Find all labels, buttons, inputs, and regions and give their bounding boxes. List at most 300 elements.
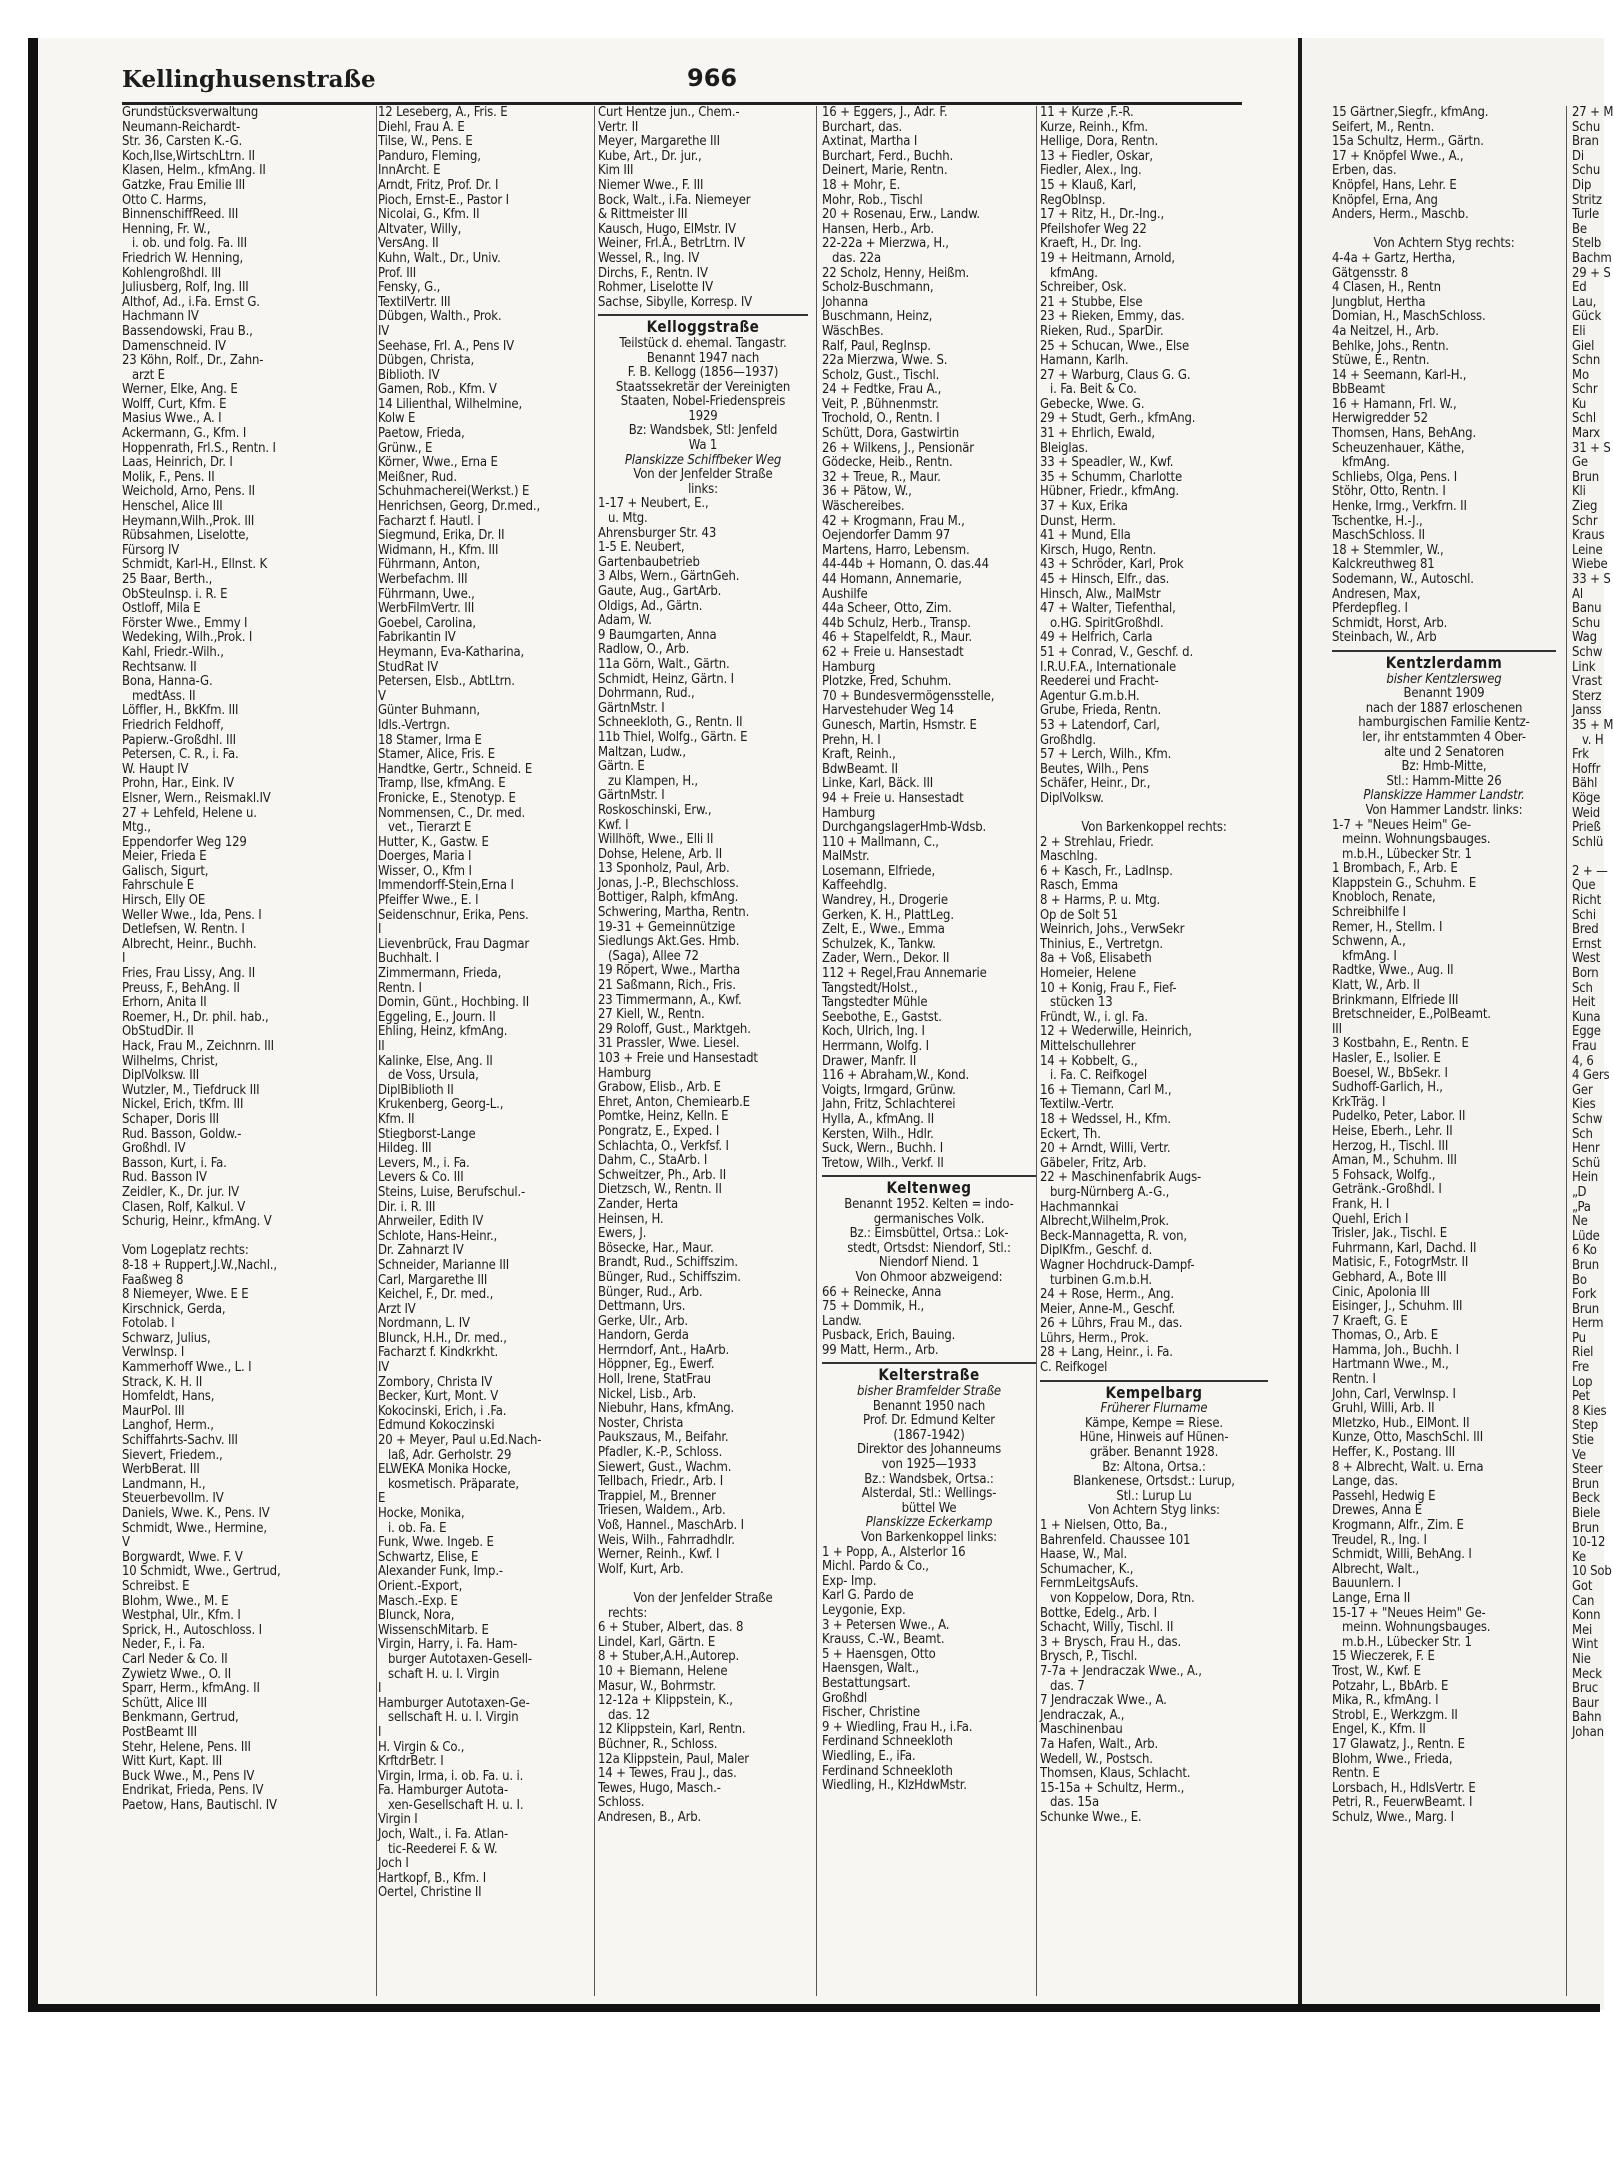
directory-entry-line: InnArcht. E — [378, 163, 441, 179]
street-description-line: alte und 2 Senatoren — [1383, 744, 1505, 760]
directory-entry-line: „D — [1572, 1184, 1587, 1200]
directory-entry-line: Wagner Hochdruck-Dampf- — [1040, 1257, 1195, 1273]
directory-entry-line: das. 7 — [1050, 1678, 1085, 1694]
directory-entry-line: II — [378, 1039, 385, 1054]
directory-entry-line: Damenschneid. IV — [122, 338, 226, 354]
directory-entry-line: Thomsen, Klaus, Schlacht. — [1040, 1766, 1191, 1782]
directory-entry-line: Sprick, H., Autoschloss. I — [122, 1622, 262, 1638]
directory-entry-line: RegObInsp. — [1040, 192, 1106, 208]
directory-entry-line: 10 + Biemann, Helene — [598, 1663, 728, 1679]
directory-entry-line: 2 + Strehlau, Friedr. — [1040, 834, 1154, 850]
directory-entry-line: John, Carl, Verwlnsp. I — [1332, 1386, 1456, 1402]
directory-entry-line: Schacht, Willy, Tischl. II — [1040, 1620, 1174, 1636]
directory-entry-line: Fischer, Christine — [822, 1705, 920, 1721]
scan-bottom-edge — [28, 2004, 1600, 2012]
directory-entry-line: Preuss, F., BehAng. II — [122, 980, 240, 996]
directory-entry-line: Althof, Ad., i.Fa. Ernst G. — [122, 294, 260, 310]
directory-entry-line: 45 + Hinsch, Elfr., das. — [1040, 572, 1170, 587]
directory-entry-line: Hamann, Karlh. — [1040, 353, 1129, 369]
directory-entry-line: Gebhard, A., Bote III — [1332, 1269, 1447, 1285]
directory-entry-line: 20 + Rosenau, Erw., Landw. — [822, 207, 980, 223]
directory-entry-line: Meißner, Rud. — [378, 469, 457, 485]
directory-entry-line: Trochold, O., Rentn. I — [822, 411, 940, 427]
directory-entry-line: Siegmund, Erika, Dr. II — [378, 528, 505, 544]
directory-entry-line: Roemer, H., Dr. phil. hab., — [122, 1009, 269, 1025]
directory-entry-line: 1 Brombach, F., Arb. E — [1332, 861, 1458, 877]
directory-entry-line: Tellbach, Friedr., Arb. I — [598, 1474, 724, 1490]
street-description-line: bisher Kentzlersweg — [1386, 671, 1502, 687]
directory-entry-line: Rentn. I — [1332, 1372, 1376, 1388]
directory-entry-line: Aman, M., Schuhm. III — [1332, 1153, 1457, 1169]
directory-entry-line: Reederei und Fracht- — [1040, 674, 1159, 690]
directory-entry-line: Schmidt, Karl-H., Ellnst. K — [122, 557, 267, 573]
directory-entry-line: Vrast — [1572, 674, 1602, 690]
directory-entry-line: MaurPol. III — [122, 1403, 185, 1419]
directory-column-3 — [598, 106, 808, 1996]
directory-entry-line: Ahrensburger Str. 43 — [598, 525, 717, 541]
street-description-line: Staatssekretär der Vereinigten — [615, 379, 791, 395]
directory-entry-line: DiplKfm., Geschf. d. — [1040, 1243, 1153, 1259]
directory-entry-line: Que — [1572, 878, 1596, 894]
directory-entry-line: Mika, R., kfmAng. I — [1332, 1693, 1439, 1709]
directory-entry-line: Brinkmann, Elfriede III — [1332, 992, 1459, 1008]
directory-entry-line: Dohrmann, Rud., — [598, 686, 695, 702]
directory-entry-line: Schulzek, K., Tankw. — [822, 936, 936, 952]
directory-entry-line: Borgwardt, Wwe. F. V — [122, 1549, 243, 1565]
directory-entry-line: Fensky, G., — [378, 280, 441, 296]
directory-entry-line: Can — [1572, 1593, 1595, 1609]
directory-entry-line: Wisser, O., Kfm I — [378, 863, 472, 879]
directory-entry-line: Ernst — [1572, 936, 1602, 952]
directory-entry-line: Kwf. I — [598, 817, 629, 833]
directory-entry-line: Ve — [1572, 1447, 1586, 1463]
directory-entry-line: ELWEKA Monika Hocke, — [378, 1462, 511, 1478]
directory-entry-line: 22 + Maschinenfabrik Augs- — [1040, 1170, 1202, 1186]
directory-entry-line: m.b.H., Lübecker Str. 1 — [1342, 1634, 1472, 1650]
directory-entry-line: Prieß — [1572, 820, 1601, 836]
street-description-line: Bz.: Wandsbek, Ortsa.: — [864, 1471, 994, 1487]
directory-entry-line: Weid — [1572, 805, 1601, 821]
directory-entry-line: Bahrenfeld. Chaussee 101 — [1040, 1532, 1191, 1548]
entry-list — [598, 106, 808, 310]
directory-entry-line: Getränk.-Großhdl. I — [1332, 1182, 1442, 1198]
directory-entry-line: 103 + Freie und Hansestadt — [598, 1051, 758, 1066]
directory-entry-line: Baur — [1572, 1695, 1599, 1711]
directory-entry-line: Mohr, Rob., Tischl — [822, 192, 923, 208]
directory-entry-line: Ehling, Heinz, kfmAng. — [378, 1024, 508, 1040]
directory-entry-line: 12 Klippstein, Karl, Rentn. — [598, 1722, 746, 1738]
directory-entry-line: Johan — [1572, 1724, 1604, 1740]
directory-entry-line: 14 Lilienthal, Wilhelmine, — [378, 396, 523, 412]
directory-entry-line: Siewert, Gust., Wachm. — [598, 1459, 732, 1475]
directory-entry-line: Eli — [1572, 323, 1586, 339]
directory-entry-line: Drawer, Manfr. II — [822, 1053, 917, 1069]
directory-entry-line: Nommensen, C., Dr. med. — [378, 805, 526, 821]
directory-entry-line: Gunesch, Martin, Hsmstr. E — [822, 717, 977, 733]
directory-entry-line: 19 + Heitmann, Arnold, — [1040, 250, 1175, 266]
directory-entry-line: Krauss, C.-W., Beamt. — [822, 1632, 945, 1648]
directory-entry-line: Grundstücksverwaltung — [122, 105, 259, 120]
directory-entry-line: Tschentke, H.-J., — [1332, 513, 1423, 529]
directory-entry-line: Schmidt, Heinz, Gärtn. I — [598, 671, 734, 687]
directory-entry-line: Thinius, E., Vertretgn. — [1040, 936, 1163, 952]
street-description-line: germanisches Volk. — [873, 1211, 985, 1227]
directory-entry-line: Domin, Günt., Hochbing. II — [378, 995, 529, 1011]
directory-entry-line: Albrecht, Heinr., Buchh. — [122, 936, 257, 952]
directory-entry-line: Harvestehuder Weg 14 — [822, 703, 954, 719]
directory-entry-line: Trisler, Jak., Tischl. E — [1332, 1226, 1447, 1242]
directory-entry-line: „Pa — [1572, 1199, 1591, 1215]
directory-entry-line: BdwBeamt. II — [822, 761, 898, 777]
directory-entry-line: Radlow, O., Arb. — [598, 642, 690, 658]
directory-entry-line: Hoppenrath, Frl.S., Rentn. I — [122, 440, 276, 456]
directory-entry-line: 41 + Mund, Ella — [1040, 528, 1131, 544]
directory-entry-line: Bauunlern. I — [1332, 1576, 1401, 1592]
directory-entry-line: Nordmann, L. IV — [378, 1316, 470, 1332]
directory-entry-line: Mo — [1572, 367, 1589, 383]
directory-entry-line: Kaffeehdlg. — [822, 878, 887, 894]
directory-entry-line: Homfeldt, Hans, — [122, 1389, 215, 1405]
directory-entry-line: Basson, Kurt, i. Fa. — [122, 1155, 227, 1171]
directory-entry-line: Ostloff, Mila E — [122, 601, 201, 617]
directory-entry-line: 27 + M — [1572, 105, 1613, 120]
directory-entry-line: Kahl, Friedr.-Wilh., — [122, 644, 224, 660]
directory-entry-line: Hutter, K., Gastw. E — [378, 834, 489, 850]
directory-entry-line: meinn. Wohnungsbauges. — [1342, 832, 1491, 848]
directory-entry-line: Hamburg — [598, 1065, 652, 1081]
directory-entry-line: 75 + Dommik, H., — [822, 1299, 925, 1315]
directory-entry-line: Schütt, Alice III — [122, 1695, 207, 1711]
directory-entry-line: Haase, W., Mal. — [1040, 1547, 1128, 1563]
directory-entry-line: Mtg., — [122, 820, 151, 836]
street-description-line: Von Hammer Landstr. links: — [1365, 802, 1523, 818]
entry-list — [822, 106, 1036, 1171]
directory-entry-line: Fork — [1572, 1287, 1597, 1303]
directory-entry-line: Paetow, Frieda, — [378, 426, 465, 442]
directory-entry-line: Ackermann, G., Kfm. I — [122, 426, 247, 442]
directory-entry-line: Pfeilshofer Weg 22 — [1040, 221, 1147, 237]
directory-entry-line: Haensgen, Walt., — [822, 1661, 919, 1677]
directory-entry-line: Dirchs, F., Rentn. IV — [598, 265, 708, 281]
directory-entry-line: das. 22a — [832, 250, 881, 266]
directory-entry-line: Leygonie, Exp. — [822, 1602, 906, 1618]
directory-entry-line: 27 Kiell, W., Rentn. — [598, 1007, 705, 1023]
directory-entry-line: Oertel, Christine II — [378, 1885, 482, 1901]
directory-entry-line: 25 + Schucan, Wwe., Else — [1040, 338, 1190, 354]
directory-entry-line: V — [378, 688, 386, 704]
directory-entry-line: Herrndorf, Ant., HaArb. — [598, 1342, 730, 1358]
directory-entry-line: Plotzke, Fred, Schuhm. — [822, 674, 952, 690]
directory-entry-line: Niebuhr, Hans, kfmAng. — [598, 1401, 735, 1417]
directory-entry-line: WäschBes. — [822, 323, 884, 339]
directory-entry-line: Lau, — [1572, 294, 1597, 310]
street-description-line: Planskizze Eckerkamp — [865, 1515, 993, 1531]
directory-entry-line: Wint — [1572, 1637, 1598, 1653]
directory-entry-line: Fiedler, Alex., Ing. — [1040, 163, 1142, 179]
directory-entry-line: Kraeft, H., Dr. Ing. — [1040, 236, 1142, 252]
directory-entry-line: Voigts, Irmgard, Grünw. — [822, 1082, 956, 1098]
directory-entry-line: Fabrikantin IV — [378, 630, 456, 646]
scan-left-edge — [28, 38, 38, 2010]
directory-entry-line: 23 Timmermann, A., Kwf. — [598, 992, 742, 1008]
directory-entry-line: E — [378, 1491, 386, 1507]
directory-entry-line: Kraus — [1572, 528, 1605, 544]
directory-entry-line: 7-7a + Jendraczak Wwe., A., — [1040, 1663, 1202, 1679]
directory-entry-line: 7 Jendraczak Wwe., A. — [1040, 1693, 1167, 1709]
directory-entry-line: 43 + Schröder, Karl, Prok — [1040, 557, 1184, 573]
directory-entry-line: Paetow, Hans, Bautischl. IV — [122, 1797, 277, 1813]
directory-entry-line: Beutes, Wilh., Pens — [1040, 761, 1149, 777]
directory-entry-line: 8 Niemeyer, Wwe. E E — [122, 1287, 249, 1303]
directory-entry-line: Otto C. Harms, — [122, 192, 207, 208]
directory-entry-line: Meyer, Margarethe III — [598, 134, 720, 150]
directory-entry-line: MalMstr. — [822, 849, 870, 865]
directory-entry-line: Schu — [1572, 615, 1601, 631]
street-description-line: Benannt 1909 — [1403, 686, 1485, 702]
directory-entry-line: Bran — [1572, 134, 1599, 150]
directory-entry-line: Rud. Basson, Goldw.- — [122, 1126, 242, 1142]
directory-entry-line: Rentn. E — [1332, 1766, 1380, 1782]
directory-entry-line: Losemann, Elfriede, — [822, 863, 936, 879]
directory-entry-line: Pongratz, E., Exped. I — [598, 1123, 720, 1139]
directory-entry-line: H. Virgin & Co., — [378, 1739, 465, 1755]
directory-entry-line: Nicolai, G., Kfm. II — [378, 207, 480, 223]
directory-entry-line: Ferdinand Schneekloth — [822, 1734, 953, 1750]
directory-entry-line: Trappiel, M., Brenner — [598, 1488, 716, 1504]
directory-entry-line: 35 + M — [1572, 717, 1613, 733]
directory-entry-line: Schneekloth, G., Rentn. II — [598, 715, 743, 731]
directory-entry-line: 10-12 — [1572, 1535, 1606, 1551]
entry-list — [822, 1546, 1036, 1794]
directory-entry-line: Hylla, A., kfmAng. II — [822, 1111, 935, 1127]
directory-entry-line: Maschinenbau — [1040, 1722, 1123, 1738]
directory-entry-line: IV — [378, 1360, 390, 1376]
directory-entry-line: Frank, H. I — [1332, 1196, 1390, 1212]
directory-entry-line: Beck — [1572, 1491, 1600, 1507]
directory-entry-line: Prehn, H. I — [822, 732, 881, 748]
directory-entry-line: 35 + Schumm, Charlotte — [1040, 469, 1183, 485]
directory-entry-line: Schäfer, Heinr., Dr., — [1040, 776, 1151, 792]
directory-entry-line: i. Fa. C. Reifkogel — [1050, 1068, 1147, 1084]
directory-entry-line: 22a Mierzwa, Wwe. S. — [822, 353, 948, 369]
directory-entry-line: Engel, K., Kfm. II — [1332, 1722, 1426, 1738]
directory-entry-line: Schmidt, Horst, Arb. — [1332, 615, 1448, 631]
directory-entry-line: V — [122, 1535, 130, 1551]
directory-entry-line: 9 + Wiedling, Frau H., i.Fa. — [822, 1719, 973, 1735]
directory-entry-line: Schmidt, Wwe., Hermine, — [122, 1520, 267, 1536]
directory-entry-line: Ed — [1572, 280, 1587, 296]
directory-entry-line: Rud. Basson IV — [122, 1170, 207, 1186]
directory-entry-line: Hasler, E., Isolier. E — [1332, 1051, 1441, 1066]
directory-entry-line: Großhdlg. — [1040, 732, 1096, 748]
directory-entry-line: Hansen, Herb., Arb. — [822, 221, 934, 237]
directory-entry-line: Henrichsen, Georg, Dr.med., — [378, 499, 541, 515]
street-description-line: büttel We — [901, 1500, 957, 1516]
directory-entry-line: 49 + Helfrich, Carla — [1040, 630, 1153, 646]
directory-entry-line: Pu — [1572, 1330, 1586, 1346]
directory-entry-line: Sachse, Sibylle, Korresp. IV — [598, 294, 752, 310]
directory-entry-line: Steinbach, W., Arb — [1332, 630, 1437, 646]
directory-entry-line: Dr. Zahnarzt IV — [378, 1243, 464, 1259]
directory-entry-line: medtAss. II — [132, 688, 196, 704]
directory-entry-line: Schwarz, Julius, — [122, 1330, 211, 1346]
directory-entry-line: Pusback, Erich, Bauing. — [822, 1328, 956, 1344]
directory-entry-line: Zywietz Wwe., O. II — [122, 1666, 231, 1682]
directory-entry-line: Dietzsch, W., Rentn. II — [598, 1182, 722, 1198]
directory-entry-line: Blohm, Wwe., M. E — [122, 1593, 229, 1609]
directory-entry-line: 94 + Freie u. Hansestadt — [822, 790, 964, 806]
directory-entry-line: Veit, P. ,Bühnenmstr. — [822, 396, 939, 412]
directory-entry-line: Seifert, M., Rentn. — [1332, 119, 1435, 135]
directory-entry-line: Schr — [1572, 513, 1598, 529]
directory-entry-line: Knöpfel, Hans, Lehr. E — [1332, 177, 1457, 193]
directory-entry-line: 11a Görn, Walt., Gärtn. — [598, 656, 730, 672]
directory-entry-line: Kersten, Wilh., Hdlr. — [822, 1126, 934, 1142]
directory-entry-line: (Saga), Allee 72 — [608, 948, 699, 964]
directory-entry-line: 20 + Arndt, Willi, Vertr. — [1040, 1141, 1171, 1157]
directory-entry-line: Jonas, J.-P., Blechschloss. — [598, 875, 739, 891]
street-description-line: gräber. Benannt 1928. — [1089, 1445, 1219, 1461]
directory-entry-line: Bo — [1572, 1272, 1587, 1288]
directory-entry-line: 4 Gers — [1572, 1068, 1610, 1084]
directory-entry-line: Mletzko, Hub., ElMont. II — [1332, 1415, 1470, 1431]
directory-entry-line — [1572, 850, 1612, 865]
directory-entry-line: Sch — [1572, 1126, 1593, 1142]
street-description-line: Benannt 1947 nach — [646, 350, 760, 366]
directory-entry-line: 6 + Kasch, Fr., LadInsp. — [1040, 863, 1173, 879]
directory-entry-line: Biele — [1572, 1506, 1601, 1521]
directory-entry-line: Passehl, Hedwig E — [1332, 1488, 1436, 1504]
directory-entry-line: stücken 13 — [1050, 995, 1113, 1011]
directory-entry-line: Schwenn, A., — [1332, 934, 1406, 950]
directory-entry-line: Gerken, K. H., PlattLeg. — [822, 907, 954, 923]
directory-entry-line: Boesel, W., BbSekr. I — [1332, 1065, 1448, 1081]
directory-entry-line: Eppendorfer Weg 129 — [122, 834, 247, 850]
directory-entry-line: 44-44b + Homann, O. das.44 — [822, 557, 989, 573]
directory-entry-line: Fronicke, E., Stenotyp. E — [378, 790, 516, 806]
directory-entry-line: 44 Homann, Annemarie, — [822, 572, 962, 587]
directory-entry-line: Zombory, Christa IV — [378, 1374, 493, 1390]
directory-entry-line: Stehr, Helene, Pens. III — [122, 1739, 251, 1755]
directory-entry-line: Altvater, Willy, — [378, 221, 462, 237]
directory-entry-line: Hirsch, Elly OE — [122, 893, 206, 909]
street-description-line: Stl.: Hamm-Mitte 26 — [1386, 773, 1502, 789]
street-description — [1040, 1402, 1268, 1519]
directory-entry-line: Al — [1572, 586, 1583, 602]
directory-entry-line: 12 + Wederwille, Heinrich, — [1040, 1024, 1192, 1040]
directory-entry-line: Goebel, Carolina, — [378, 615, 476, 631]
directory-entry-line: Schreibhilfe I — [1332, 905, 1406, 921]
directory-entry-line: DurchgangslagerHmb-Wdsb. — [822, 820, 987, 836]
directory-entry-line: Dunst, Herm. — [1040, 513, 1116, 529]
directory-entry-line: Köge — [1572, 790, 1601, 806]
directory-entry-line: Lange, das. — [1332, 1474, 1398, 1490]
directory-entry-line: 19 Röpert, Wwe., Martha — [598, 963, 740, 979]
directory-entry-line: Elsner, Wern., Reismakl.IV — [122, 790, 271, 806]
directory-entry-line: Edmund Kokoczinski — [378, 1418, 495, 1434]
street-description-line: Von der Jenfelder Straße — [633, 467, 773, 483]
directory-entry-line: Bock, Walt., i.Fa. Niemeyer — [598, 192, 751, 208]
directory-entry-line: 7 Kraeft, G. E — [1332, 1313, 1408, 1329]
directory-entry-line: Lange, Erna II — [1332, 1590, 1411, 1606]
street-description-line: hamburgischen Familie Kentz- — [1358, 715, 1530, 731]
directory-entry-line: Albrecht,Wilhelm,Prok. — [1040, 1214, 1169, 1230]
directory-entry-line: xen-Gesellschaft H. u. I. — [388, 1797, 524, 1813]
directory-entry-line: Strack, K. H. II — [122, 1374, 203, 1390]
directory-entry-line: Heinsen, H. — [598, 1211, 664, 1227]
directory-entry-line: Agentur G.m.b.H. — [1040, 688, 1140, 704]
directory-entry-line: Brun — [1572, 469, 1600, 485]
directory-entry-line: Hack, Frau M., Zeichnrn. III — [122, 1039, 274, 1054]
directory-entry-line: das. 12 — [608, 1707, 650, 1723]
directory-entry-line: Hildeg. III — [378, 1141, 432, 1157]
directory-entry-line: rechts: — [608, 1605, 648, 1621]
directory-entry-line: u. Mtg. — [608, 511, 648, 527]
directory-entry-line: 1 + Nielsen, Otto, Ba., — [1040, 1518, 1168, 1533]
directory-entry-line: Bestattungsart. — [822, 1675, 911, 1691]
directory-entry-line: Janss — [1572, 703, 1602, 719]
directory-entry-line: Becker, Kurt, Mont. V — [378, 1389, 499, 1405]
directory-entry-line: Thomsen, Hans, BehAng. — [1332, 426, 1477, 442]
directory-entry-line: Martens, Harro, Lebensm. — [822, 542, 970, 558]
directory-entry-line: 18 + Mohr, E. — [822, 177, 901, 193]
directory-entry-line: Ger — [1572, 1082, 1593, 1098]
directory-entry-line: Hoffr — [1572, 761, 1601, 777]
directory-entry-line: 27 + Warburg, Claus G. G. — [1040, 367, 1191, 383]
directory-entry-line: Bähl — [1572, 776, 1598, 792]
directory-entry-line: BbBeamt — [1332, 382, 1385, 398]
directory-entry-line: Ne — [1572, 1214, 1588, 1230]
directory-entry-line: burger Autotaxen-Gesell- — [388, 1651, 532, 1667]
directory-entry-line: Buck Wwe., M., Pens IV — [122, 1768, 255, 1784]
directory-entry-line: PostBeamt III — [122, 1724, 197, 1740]
directory-entry-line: Banu — [1572, 601, 1602, 617]
directory-entry-line: Ehret, Anton, Chemiearb.E — [598, 1094, 750, 1110]
directory-entry-line: 15-17 + "Neues Heim" Ge- — [1332, 1605, 1486, 1621]
directory-entry-line: Bahn — [1572, 1710, 1602, 1726]
directory-entry-line: Kohlengroßhdl. III — [122, 265, 222, 281]
directory-entry-line: Steer — [1572, 1462, 1603, 1478]
directory-entry-line: Keichel, F., Dr. med., — [378, 1287, 494, 1303]
directory-entry-line: Hübner, Friedr., kfmAng. — [1040, 484, 1179, 500]
directory-entry-line: Tretow, Wilh., Verkf. II — [822, 1155, 944, 1171]
directory-entry-line: Seidenschnur, Erika, Pens. — [378, 907, 529, 923]
directory-entry-line: Pet — [1572, 1389, 1590, 1405]
directory-entry-line: Roskoschinski, Erw., — [598, 802, 712, 818]
directory-entry-line: Kalinke, Else, Ang. II — [378, 1053, 493, 1069]
directory-entry-line: 5 Fohsack, Wolfg., — [1332, 1167, 1436, 1183]
directory-entry-line: Heise, Eberh., Lehr. II — [1332, 1123, 1453, 1139]
directory-entry-line: Tilse, W., Pens. E — [378, 134, 473, 150]
directory-entry-line: Got — [1572, 1578, 1593, 1594]
entry-list — [1332, 819, 1556, 1826]
directory-entry-line: Henning, Fr. W., — [122, 221, 211, 237]
directory-entry-line: Schlote, Hans-Heinr., — [378, 1228, 498, 1244]
directory-entry-line: Handtke, Gertr., Schneid. E — [378, 761, 533, 777]
directory-entry-line: Op de Solt 51 — [1040, 907, 1118, 923]
directory-entry-line: Radtke, Wwe., Aug. II — [1332, 963, 1454, 979]
directory-entry-line: Wutzler, M., Tiefdruck III — [122, 1082, 260, 1098]
directory-entry-line: Gärtn. E — [598, 759, 645, 775]
directory-entry-line: Schr — [1572, 382, 1598, 398]
directory-entry-line: 99 Matt, Herm., Arb. — [822, 1342, 939, 1358]
directory-entry-line: Führmann, Anton, — [378, 557, 481, 573]
directory-entry-line: Sch — [1572, 980, 1593, 996]
directory-entry-line: Linke, Karl, Bäck. III — [822, 776, 934, 792]
directory-entry-line: 3 Albs, Wern., GärtnGeh. — [598, 569, 740, 585]
directory-entry-line: Albrecht, Walt., — [1332, 1561, 1420, 1577]
directory-entry-line: Hamburg — [822, 805, 876, 821]
